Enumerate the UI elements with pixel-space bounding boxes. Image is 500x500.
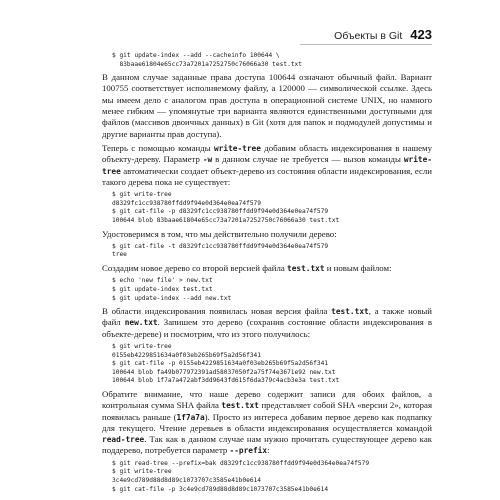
- paragraph-text: :: [267, 445, 270, 456]
- paragraph: [102, 306, 432, 340]
- paragraph-text: Теперь с помощью команды: [102, 142, 214, 153]
- running-header: [312, 27, 432, 45]
- inline-code: -w: [202, 155, 213, 165]
- paragraph-text: ). Просто из интереса добавим первое дерево как подпапку для текущего. Чтение деревьев в области индексирования осуществляется командой: [102, 411, 432, 433]
- paragraph: [102, 72, 432, 140]
- code-line: $ git write-tree: [112, 468, 172, 476]
- inline-code: write-tree: [213, 143, 261, 153]
- code-listing: [112, 343, 432, 386]
- inline-code: test.txt: [221, 401, 259, 411]
- code-line: $ git update-index --add --cacheinfo 100644 \: [112, 52, 280, 59]
- inline-code: read-tree: [102, 435, 145, 445]
- code-line: 100644 blob 83baae61804e65cc73a7201a7252750c76066a30 test.txt: [112, 216, 340, 224]
- inline-code: write-tree: [102, 155, 433, 176]
- code-line: d8329fc1cc938780ffdd9f94e0d364e0ea74f579: [112, 199, 262, 207]
- code-line: $ git update-index test.txt: [112, 285, 213, 293]
- inline-code: test.txt: [287, 264, 325, 274]
- code-line: tree: [112, 251, 127, 259]
- code-line: 83baae61804e65cc73a7201a7252750c76066a30 test.txt: [112, 60, 302, 68]
- code-listing: [112, 277, 432, 303]
- page-number: 423: [410, 27, 432, 42]
- code-listing: [112, 191, 432, 225]
- code-line: $ git cat-file -t d8329fc1cc938780ffdd9f94e0d364e0ea74f579: [112, 242, 329, 250]
- inline-code: new.txt: [124, 318, 158, 328]
- paragraph-text: Обратите внимание, что наше дерево содержит записи для обоих файлов, а контрольная сумма SHA файла: [102, 388, 432, 411]
- paragraph-text: В области индексирования появилась новая версия файла: [102, 306, 332, 317]
- inline-code: test.txt: [331, 307, 369, 317]
- code-line: $ git write-tree: [112, 342, 172, 350]
- paragraph-text: Удостоверимся в том, что мы действительно получили дерево:: [102, 228, 337, 239]
- paragraph-text: автоматически создает объект-дерево из состояния области индексирования, если такого дерева пока не существует:: [102, 165, 432, 187]
- code-line: 0155eb4229851634a0f03eb265b69f5a2d56f341: [112, 351, 262, 359]
- code-line: $ git cat-file -p 3c4e9cd789d88d8d89c1073707c3585e41b0e614: [112, 485, 329, 493]
- code-line: $ git write-tree: [112, 191, 172, 199]
- paragraph-text: Создадим новое дерево со второй версией файла: [102, 263, 287, 274]
- inline-code: --prefix: [229, 446, 268, 456]
- paragraph-text: и новым файлом:: [324, 263, 392, 274]
- inline-code: 1f7a7a: [176, 412, 205, 422]
- code-line: $ git cat-file -p 0155eb4229851634a0f03eb265b69f5a2d56f341: [112, 360, 329, 368]
- paragraph-text: представляет собой SHA «версии 2», которая появилась раньше (: [102, 400, 432, 422]
- paragraph: [102, 263, 432, 274]
- code-listing: [112, 460, 432, 494]
- code-line: $ git cat-file -p d8329fc1cc938780ffdd9f94e0d364e0ea74f579: [112, 208, 329, 216]
- code-listing: [112, 243, 432, 260]
- chapter-title: Объекты в Git: [334, 30, 403, 42]
- page-body: [102, 50, 432, 494]
- paragraph-text: В данном случае заданные права доступа 100644 означают обычный файл. Вариант 100755 соответствует исполняемому файлу, а 120000 — символической ссылке. Здесь мы имеем дело с аналогом прав доступа в операционной системе UNIX, но намного менее гибким — упомянутые три варианта являются единственными доступными для файлов (массивов двоичных данных) в Git (хотя для папок и подмодулей допустимы и другие варианты прав доступа).: [102, 72, 432, 139]
- paragraph: [102, 143, 432, 188]
- paragraph-text: добавим область индексирования в нашему объекту-дереву. Параметр: [102, 142, 432, 165]
- code-line: $ git read-tree --prefix=bak d8329fc1cc938780ffdd9f94e0d364e0ea74f579: [112, 459, 370, 467]
- code-line: 100644 blob fa49b077972391ad58037050f2a75f74e3671e92 new.txt: [112, 368, 336, 376]
- header-rule: [300, 44, 432, 45]
- paragraph-text: . Так как в данном случае нам нужно прочитать существующее дерево как поддерево, потребуется параметр: [102, 434, 432, 456]
- paragraph-text: в данном случае не требуется — вызов команды: [212, 154, 404, 165]
- code-line: 3c4e9cd789d88d8d89c1073707c3585e41b0e614: [112, 476, 262, 484]
- code-line: 100644 blob 1f7a7a472abf3dd9643fd615f6da379c4acb3e3a test.txt: [112, 377, 340, 385]
- paragraph-text: . Запишем это дерево (сохранив состояние области индексирования в объекте-дереве) и посмотрим, что из этого получилось:: [102, 317, 433, 339]
- paragraph-text: , а также новый файл: [102, 306, 433, 328]
- code-line: $ git update-index --add new.txt: [112, 294, 232, 302]
- code-listing: [112, 52, 432, 69]
- paragraph: [102, 389, 432, 457]
- paragraph: [102, 229, 432, 240]
- code-line: $ echo 'new file' > new.txt: [112, 277, 213, 285]
